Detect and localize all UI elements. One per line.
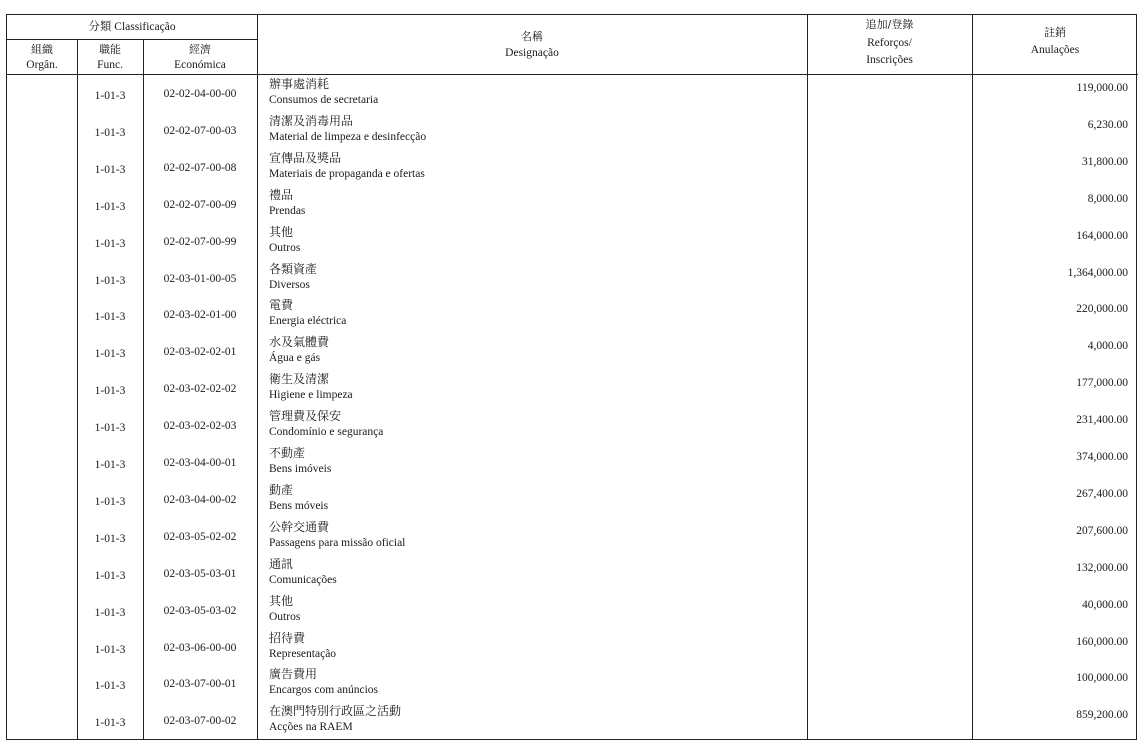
row-anulacoes-amount: 177,000.00 (1076, 377, 1128, 390)
row-designation-zh: 在澳門特別行政區之活動 (269, 704, 402, 719)
row-econ-code: 02-03-05-02-02 (163, 530, 237, 543)
row-anulacoes-amount: 6,230.00 (1087, 118, 1128, 131)
row-econ-code: 02-02-07-00-03 (163, 124, 237, 137)
row-designation-pt: Bens móveis (269, 499, 329, 512)
row-anulacoes-amount: 160,000.00 (1076, 635, 1128, 648)
row-econ-code: 02-03-01-00-05 (163, 272, 237, 285)
row-anulacoes-amount: 267,400.00 (1076, 487, 1128, 500)
header-designation-zh: 名稱 (521, 30, 543, 43)
row-designation-pt: Acções na RAEM (269, 721, 353, 734)
row-func-code: 1-01-3 (94, 422, 126, 435)
row-designation-pt: Prendas (269, 204, 306, 217)
row-econ-code: 02-03-02-01-00 (163, 309, 237, 322)
table-row (7, 333, 1138, 370)
header-econ-pt: Económica (174, 59, 226, 71)
row-designation-zh: 其他 (269, 224, 294, 239)
row-designation-zh: 水及氣體費 (269, 335, 330, 350)
table-row (7, 186, 1138, 223)
row-func-code: 1-01-3 (94, 311, 126, 324)
row-designation-zh: 清潔及消毒用品 (269, 113, 354, 128)
row-designation-pt: Diversos (269, 278, 310, 291)
row-designation-zh: 禮品 (269, 187, 294, 202)
row-designation-zh: 通訊 (269, 556, 294, 571)
row-designation-zh: 各類資產 (269, 261, 318, 276)
header-organ-pt: Orgân. (26, 59, 58, 71)
row-designation-zh: 動產 (269, 482, 294, 497)
row-func-code: 1-01-3 (94, 606, 126, 619)
header-anulacoes-pt: Anulações (1030, 44, 1080, 56)
row-econ-code: 02-02-07-00-99 (163, 235, 237, 248)
row-designation-zh: 管理費及保安 (269, 409, 342, 424)
row-econ-code: 02-03-05-03-01 (163, 567, 237, 580)
row-designation-pt: Passagens para missão oficial (269, 536, 406, 549)
row-designation-pt: Materiais de propaganda e ofertas (269, 167, 425, 180)
header-func-zh: 職能 (99, 43, 121, 56)
row-func-code: 1-01-3 (94, 717, 126, 730)
header-sub-divider (7, 39, 257, 40)
row-anulacoes-amount: 220,000.00 (1076, 303, 1128, 316)
row-func-code: 1-01-3 (94, 569, 126, 582)
row-anulacoes-amount: 4,000.00 (1087, 340, 1128, 353)
header-anulacoes-zh: 註銷 (1044, 26, 1066, 39)
row-func-code: 1-01-3 (94, 459, 126, 471)
header-func-pt: Func. (97, 59, 123, 71)
row-econ-code: 02-03-04-00-02 (163, 493, 237, 506)
row-func-code: 1-01-3 (94, 532, 126, 545)
row-designation-pt: Outros (269, 241, 301, 254)
table-row (7, 75, 1138, 112)
row-func-code: 1-01-3 (94, 680, 126, 693)
row-func-code: 1-01-3 (94, 274, 126, 287)
table-row (7, 260, 1138, 297)
row-econ-code: 02-03-02-02-01 (163, 346, 237, 359)
row-designation-pt: Encargos com anúncios (269, 684, 379, 697)
row-anulacoes-amount: 374,000.00 (1076, 451, 1128, 463)
row-designation-zh: 廣告費用 (269, 667, 318, 682)
row-anulacoes-amount: 132,000.00 (1076, 561, 1128, 574)
row-anulacoes-amount: 40,000.00 (1082, 598, 1128, 611)
row-func-code: 1-01-3 (94, 126, 126, 139)
row-anulacoes-amount: 100,000.00 (1076, 672, 1128, 685)
row-designation-pt: Consumos de secretaria (269, 94, 379, 106)
row-anulacoes-amount: 1,364,000.00 (1067, 266, 1128, 279)
table-row (7, 112, 1138, 149)
row-func-code: 1-01-3 (94, 643, 126, 656)
row-anulacoes-amount: 31,800.00 (1082, 155, 1128, 168)
table-row (7, 370, 1138, 407)
row-designation-zh: 招待費 (269, 630, 306, 645)
row-econ-code: 02-03-02-02-02 (163, 383, 237, 396)
row-designation-pt: Bens imóveis (269, 463, 332, 475)
row-designation-zh: 電費 (269, 298, 294, 313)
budget-table (6, 14, 1137, 740)
row-anulacoes-amount: 207,600.00 (1076, 524, 1128, 537)
row-designation-zh: 不動產 (269, 446, 306, 460)
row-designation-zh: 辦事處消耗 (269, 77, 330, 91)
row-anulacoes-amount: 8,000.00 (1087, 192, 1128, 205)
row-func-code: 1-01-3 (94, 200, 126, 213)
row-designation-zh: 公幹交通費 (269, 519, 330, 534)
row-anulacoes-amount: 164,000.00 (1076, 229, 1128, 242)
table-row (7, 149, 1138, 186)
row-designation-pt: Outros (269, 610, 301, 623)
row-anulacoes-amount: 231,400.00 (1076, 414, 1128, 427)
row-func-code: 1-01-3 (94, 237, 126, 250)
row-designation-pt: Energia eléctrica (269, 315, 347, 328)
row-func-code: 1-01-3 (94, 495, 126, 508)
row-designation-pt: Condomínio e segurança (269, 426, 384, 439)
row-econ-code: 02-03-02-02-03 (163, 420, 237, 433)
row-anulacoes-amount: 119,000.00 (1076, 82, 1128, 94)
table-row (7, 407, 1138, 444)
header-econ-zh: 經濟 (189, 43, 211, 56)
row-econ-code: 02-02-07-00-08 (163, 161, 237, 174)
row-econ-code: 02-03-07-00-01 (163, 678, 237, 691)
table-row (7, 702, 1138, 739)
row-func-code: 1-01-3 (94, 163, 126, 176)
header-reforcos-pt2: Inscrições (866, 54, 913, 66)
table-row (7, 296, 1138, 333)
row-econ-code: 02-02-04-00-00 (163, 88, 237, 100)
row-designation-zh: 宣傳品及獎品 (269, 150, 342, 165)
row-econ-code: 02-02-07-00-09 (163, 198, 237, 211)
table-row (7, 592, 1138, 629)
row-econ-code: 02-03-04-00-01 (163, 457, 237, 469)
row-anulacoes-amount: 859,200.00 (1076, 709, 1128, 722)
row-func-code: 1-01-3 (94, 385, 126, 398)
header-reforcos-zh: 追加/登錄 (865, 18, 914, 31)
row-designation-pt: Material de limpeza e desinfecção (269, 130, 427, 143)
row-func-code: 1-01-3 (94, 348, 126, 361)
row-designation-pt: Higiene e limpeza (269, 389, 353, 402)
table-row (7, 481, 1138, 518)
table-row (7, 518, 1138, 555)
row-func-code: 1-01-3 (94, 90, 126, 102)
row-designation-pt: Água e gás (269, 352, 321, 365)
row-designation-zh: 其他 (269, 593, 294, 608)
row-econ-code: 02-03-07-00-02 (163, 715, 237, 728)
table-row (7, 444, 1138, 481)
row-econ-code: 02-03-06-00-00 (163, 641, 237, 654)
header-classification: 分類 Classificação (88, 21, 176, 33)
table-row (7, 555, 1138, 592)
row-econ-code: 02-03-05-03-02 (163, 604, 237, 617)
table-row (7, 629, 1138, 666)
row-designation-pt: Representação (269, 647, 337, 660)
table-row (7, 223, 1138, 260)
row-designation-pt: Comunicações (269, 573, 337, 586)
header-designation-pt: Designação (505, 47, 559, 59)
header-organ-zh: 組織 (31, 43, 53, 56)
table-row (7, 665, 1138, 702)
row-designation-zh: 衛生及清潔 (269, 372, 330, 387)
header-reforcos-pt1: Reforços/ (867, 37, 912, 49)
